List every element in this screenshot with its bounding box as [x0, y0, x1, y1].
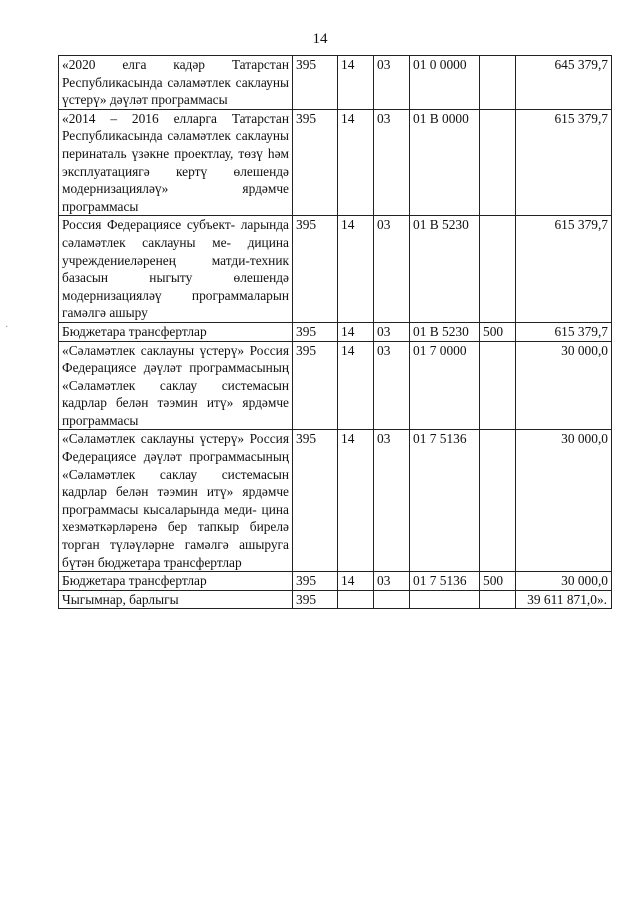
row-name-line: дицина учреждениеләренең: [62, 234, 289, 268]
row-amount-cell: 30 000,0: [516, 430, 612, 572]
row-amount-cell: 30 000,0: [516, 572, 612, 591]
row-name-line: саклау системасын кадрлар белән: [62, 466, 289, 500]
row-target-cell: 01 В 5230: [410, 322, 480, 341]
row-name-line: саклауны үстерү» дәүләт: [62, 74, 289, 108]
row-name-line: Россия Федерациясе дәүләт: [62, 342, 289, 376]
row-name-line: ларында сәламәтлек саклауны ме-: [62, 217, 289, 250]
row-type-cell: 500: [480, 572, 516, 591]
row-name-line: матди-техник базасын ныгыту: [62, 252, 289, 286]
row-name-cell: [59, 109, 293, 216]
row-amount-cell: 615 379,7: [516, 322, 612, 341]
row-section-cell: 14: [338, 341, 374, 430]
row-type-cell: [480, 56, 516, 110]
row-subsection-cell: 03: [374, 341, 410, 430]
row-name-line: программасының «Сәламәтлек: [62, 449, 289, 482]
row-name-line: программасы: [62, 412, 139, 428]
row-subsection-cell: 03: [374, 109, 410, 216]
table-row: [59, 430, 612, 572]
row-target-cell: 01 7 5136: [410, 572, 480, 591]
row-name-line: программасы кысаларында меди-: [62, 501, 257, 517]
row-ministry-cell: 395: [293, 109, 338, 216]
row-ministry-cell: 395: [293, 322, 338, 341]
row-subsection-cell: 03: [374, 572, 410, 591]
table-row: [59, 322, 612, 341]
row-subsection-cell: 03: [374, 216, 410, 323]
row-section-cell: 14: [338, 572, 374, 591]
row-name-line: программасы: [151, 92, 228, 108]
row-section-cell: 14: [338, 216, 374, 323]
row-name-line: модернизацияләү» ярдәмче: [62, 181, 289, 197]
row-type-cell: [480, 590, 516, 609]
row-name-line: Бюджетара трансфертлар: [62, 323, 207, 339]
row-name-cell: [59, 322, 293, 341]
row-name-line: саклауны перинаталь үзәкне: [62, 128, 289, 161]
row-name-cell: [59, 572, 293, 591]
row-ministry-cell: 395: [293, 341, 338, 430]
row-amount-cell: 615 379,7: [516, 109, 612, 216]
row-ministry-cell: 395: [293, 430, 338, 572]
row-section-cell: 14: [338, 430, 374, 572]
row-type-cell: [480, 216, 516, 323]
row-ministry-cell: 395: [293, 572, 338, 591]
row-target-cell: 01 В 0000: [410, 109, 480, 216]
row-type-cell: [480, 109, 516, 216]
row-name-line: өлешендә модернизацияләү: [62, 270, 289, 303]
row-ministry-cell: 395: [293, 590, 338, 609]
row-subsection-cell: 03: [374, 430, 410, 572]
row-name-line: ашыруга бүтән бюджетара: [62, 537, 289, 570]
row-name-line: трансфертлар: [163, 554, 242, 570]
row-type-cell: 500: [480, 322, 516, 341]
row-name-line: эксплуатациягә кертү өлешендә: [62, 163, 289, 179]
row-name-line: Чыгымнар, барлыгы: [62, 591, 179, 607]
table-row: [59, 216, 612, 323]
table-row: [59, 341, 612, 430]
row-name-line: программасы: [62, 198, 139, 214]
page-number: 14: [312, 31, 328, 47]
row-name-line: «Сәламәтлек саклауны үстерү»: [62, 342, 245, 358]
row-name-cell: [59, 430, 293, 572]
row-target-cell: 01 0 0000: [410, 56, 480, 110]
row-section-cell: 14: [338, 322, 374, 341]
budget-table-body: [59, 56, 612, 609]
table-total-row: [59, 590, 612, 609]
row-name-cell: [59, 590, 293, 609]
row-name-line: Республикасында сәламәтлек: [62, 128, 231, 144]
table-row: [59, 56, 612, 110]
row-amount-cell: 645 379,7: [516, 56, 612, 110]
row-amount-cell: 615 379,7: [516, 216, 612, 323]
row-type-cell: [480, 341, 516, 430]
row-target-cell: 01 7 5136: [410, 430, 480, 572]
row-name-line: Бюджетара трансфертлар: [62, 573, 207, 589]
row-name-line: Республикасында сәламәтлек: [62, 74, 231, 90]
row-name-line: «Сәламәтлек саклауны үстерү»: [62, 431, 245, 447]
row-ministry-cell: 395: [293, 56, 338, 110]
budget-table: [58, 55, 612, 609]
row-section-cell: [338, 590, 374, 609]
row-amount-cell: 39 611 871,0».: [516, 590, 612, 609]
row-name-line: бирелә торган түләүләрне гамәлгә: [62, 519, 289, 553]
row-subsection-cell: 03: [374, 322, 410, 341]
table-row: [59, 572, 612, 591]
row-section-cell: 14: [338, 109, 374, 216]
row-name-line: цина хезмәткәрләренә бер тапкыр: [62, 501, 289, 535]
row-name-line: тәэмин итү» ярдәмче: [157, 484, 289, 500]
row-name-line: Россия Федерациясе субъект-: [62, 217, 236, 233]
row-name-line: проектлау, төзү һәм: [174, 145, 289, 161]
row-name-line: программаларын гамәлгә ашыру: [62, 287, 289, 321]
row-name-line: «2020 елга кадәр Татарстан: [62, 57, 289, 72]
row-name-cell: [59, 341, 293, 430]
table-row: [59, 109, 612, 216]
row-target-cell: 01 7 0000: [410, 341, 480, 430]
row-name-cell: [59, 216, 293, 323]
row-name-line: программасының «Сәламәтлек: [62, 360, 289, 393]
margin-mark: ·: [5, 322, 9, 333]
row-name-cell: [59, 56, 293, 110]
row-name-line: «2014 – 2016 елларга Татарстан: [62, 110, 289, 126]
row-section-cell: 14: [338, 56, 374, 110]
row-subsection-cell: [374, 590, 410, 609]
row-name-line: саклау системасын кадрлар белән: [62, 377, 289, 411]
row-name-line: тәэмин итү» ярдәмче: [157, 395, 289, 411]
row-target-cell: 01 В 5230: [410, 216, 480, 323]
row-ministry-cell: 395: [293, 216, 338, 323]
row-amount-cell: 30 000,0: [516, 341, 612, 430]
row-target-cell: [410, 590, 480, 609]
row-type-cell: [480, 430, 516, 572]
row-subsection-cell: 03: [374, 56, 410, 110]
row-name-line: Россия Федерациясе дәүләт: [62, 431, 289, 465]
